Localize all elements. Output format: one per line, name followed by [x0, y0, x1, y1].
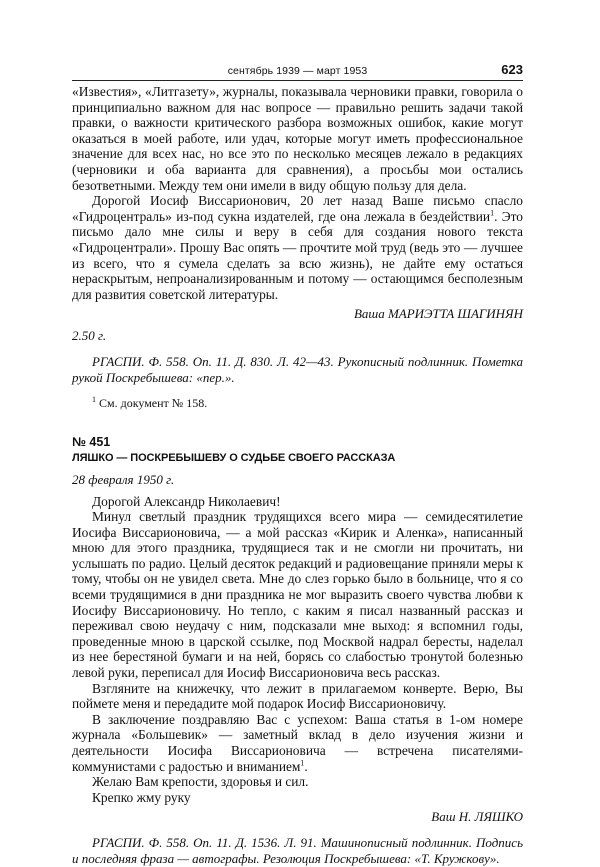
archive-reference: РГАСПИ. Ф. 558. Оп. 11. Д. 830. Л. 42—43. Рукописный подлинник. Пометка рукой Поскребышева: «пер.».: [72, 354, 523, 385]
document-title: ЛЯШКО — ПОСКРЕБЫШЕВУ О СУДЬБЕ СВОЕГО РАССКАЗА: [72, 451, 396, 464]
footnote: [92, 396, 523, 411]
paragraph-text: . Это письмо дало мне силы и веру в себя для создания нового текста «Гидроцентрали». Прошу Вас опять — прочтите мой труд (ведь это — лучшее из всего, что я сумела сделать за всю жизнь), не дайте ему остаться нераскрытым, непроанализированным и потому — остающимся бесполезным для развития советской литературы.: [72, 208, 524, 302]
running-head: [72, 64, 523, 81]
letter-paragraph: Минул светлый праздник трудящихся всего мира — семидесятилетие Иосифа Виссарионовича, — а мой рассказ «Кирик и Аленка», написанный мною для этого праздника, трудящиеся так и не смогли ни прочитать, ни услышать по радио. Целый десяток редакций и радиовещание приняли меры к тому, чтобы он не увидел света. Мне до слез горько было в больнице, что я со всеми трудящимися в дни праздника не мог выразить своего чувства любви к Иосифу Виссарионовичу. Но тепло, с каким я писал названный рассказ и переживал свою неудачу с ним, подсказали мне выход: я вспомнил годы, проведенные мною в царской ссылке, под Москвой надрал бересты, наделал из нее берестяной бумаги и на ней, борясь со слабостью тронутой болезнью левой руки, переписал для Иосиф Виссарионовича весь рассказ.: [72, 509, 523, 681]
page-number: 623: [501, 62, 523, 77]
document-page: [72, 64, 523, 867]
footnote-ref: 1: [490, 208, 495, 218]
letter-paragraph: «Известия», «Литгазету», журналы, показывала черновики правки, говорила о принципиально важном для нас вопросе — правильно решить задачи такой правки, о важности критического разбора возможных ошибок, какие могут оказаться в моей работе, или удач, которые могут иметь профессиональное значение для всех нас, но все это по несколько месяцев лежало в редакциях (черновики и оба варианта для сравнения), а просьбы мои остались безответными. Между тем они имели в виду общую пользу для дела.: [72, 84, 523, 193]
footnote-ref: 1: [300, 758, 305, 768]
signature: Ваша МАРИЭТТА ШАГИНЯН: [353, 306, 523, 322]
closing: Крепко жму руку: [92, 789, 191, 805]
document-450-continuation: [72, 84, 523, 411]
footnote-marker: 1: [92, 394, 96, 404]
document-date: 28 февраля 1950 г.: [72, 471, 175, 487]
letter-paragraph: Желаю Вам крепости, здоровья и сил.: [92, 774, 309, 790]
paragraph-text: .: [304, 758, 308, 774]
letter-paragraph: Взгляните на книжечку, что лежит в прилагаемом конверте. Верю, Вы поймете меня и передадите мой подарок Иосиф Виссарионовичу.: [72, 680, 523, 712]
running-head-title: сентябрь 1939 — март 1953: [227, 65, 368, 77]
paragraph-text: В заключение поздравляю Вас с успехом: Ваша статья в 1-ом номере журнала «Большевик» — заметный вклад в дело изучения жизни и деятельности Иосифа Виссарионовича — встречена писателями-коммунистами с радостью и вниманием: [72, 711, 523, 774]
archive-reference: РГАСПИ. Ф. 558. Оп. 11. Д. 1536. Л. 91. Машинописный подлинник. Подпись и последняя фраза — автографы. Резолюция Поскребышева: «Т. Кружкову».: [72, 835, 523, 866]
signature: Ваш Н. ЛЯШКО: [431, 809, 523, 825]
document-date: 2.50 г.: [72, 328, 107, 344]
footnote-text: См. документ № 158.: [96, 395, 208, 410]
document-451: [72, 435, 523, 867]
letter-paragraph: [72, 193, 523, 302]
salutation: Дорогой Александр Николаевич!: [92, 493, 281, 509]
paragraph-text: Дорогой Иосиф Виссарионович, 20 лет назад Ваше письмо спасло «Гидроцентраль» из-под сукна издателей, где она лежала в бездействии: [72, 193, 523, 224]
document-number: № 451: [72, 434, 111, 449]
letter-paragraph: [72, 712, 523, 774]
